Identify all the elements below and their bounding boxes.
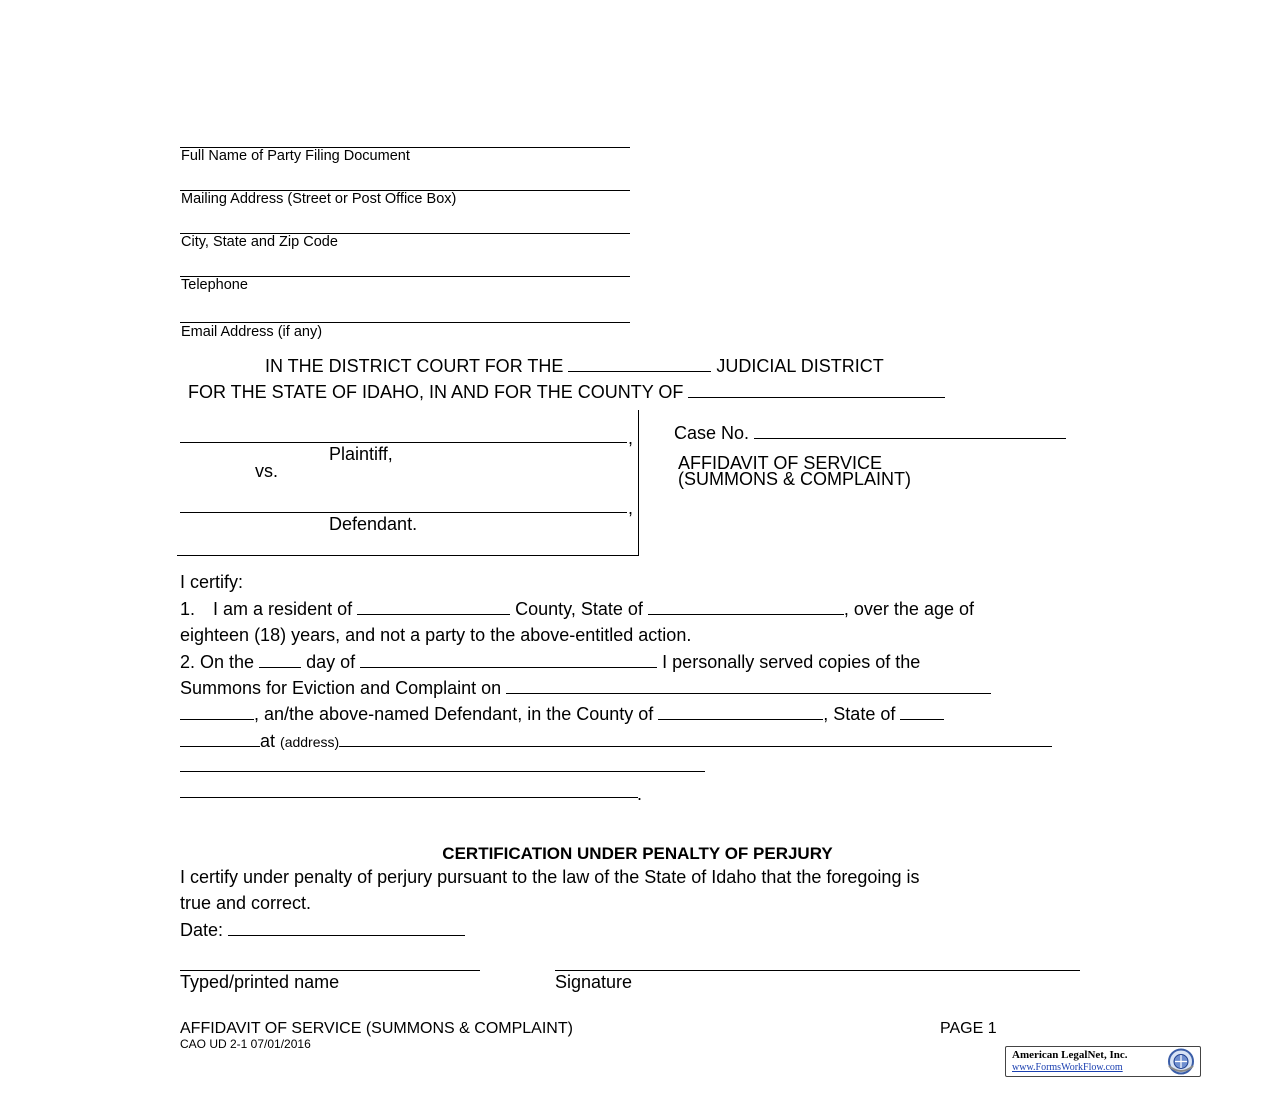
certify-label: I certify: xyxy=(180,572,244,592)
defendant-line[interactable] xyxy=(180,512,627,513)
p1-text-b: County, State of xyxy=(515,599,643,619)
plaintiff-comma: , xyxy=(628,428,634,448)
court-line-2-text: FOR THE STATE OF IDAHO, IN AND FOR THE COUNTY OF xyxy=(188,382,684,402)
doc-title-line-2: (SUMMONS & COMPLAINT) xyxy=(678,469,912,489)
address-blank[interactable] xyxy=(339,730,1052,747)
certification-text-2: true and correct. xyxy=(180,893,312,913)
typed-name-label: Typed/printed name xyxy=(180,972,340,992)
service-county-blank[interactable] xyxy=(658,703,823,720)
p2-text-d: Summons for Eviction and Complaint on xyxy=(180,678,502,698)
email-label: Email Address (if any) xyxy=(181,324,323,340)
logo-url[interactable]: www.FormsWorkFlow.com xyxy=(1012,1062,1123,1073)
form-id: CAO UD 2-1 07/01/2016 xyxy=(180,1037,311,1051)
served-party-blank[interactable] xyxy=(506,677,991,694)
at-label: at xyxy=(260,731,276,751)
footer-title: AFFIDAVIT OF SERVICE (SUMMONS & COMPLAINT) xyxy=(180,1020,573,1037)
american-legalnet-logo[interactable] xyxy=(1005,1046,1201,1077)
date-blank[interactable] xyxy=(228,919,465,936)
signature-line[interactable] xyxy=(555,970,1080,971)
email-line[interactable] xyxy=(180,322,630,323)
court-line-2 xyxy=(188,381,945,403)
p1-text-a: I am a resident of xyxy=(213,599,353,619)
address-period: . xyxy=(637,784,643,804)
paragraph-2-line-2 xyxy=(180,677,991,699)
paragraph-1-line-2: eighteen (18) years, and not a party to the above-entitled action. xyxy=(180,625,692,645)
caption-bottom-rule xyxy=(177,555,639,556)
defendant-label: Defendant. xyxy=(329,514,418,534)
paragraph-2-line-3 xyxy=(180,703,944,725)
plaintiff-line[interactable] xyxy=(180,442,627,443)
globe-icon xyxy=(1164,1048,1198,1075)
logo-company: American LegalNet, Inc. xyxy=(1012,1049,1128,1061)
p2-text-f: , State of xyxy=(823,704,896,724)
plaintiff-label: Plaintiff, xyxy=(329,444,393,464)
court-line-1-end: JUDICIAL DISTRICT xyxy=(716,356,884,376)
signature-label: Signature xyxy=(555,972,633,992)
telephone-label: Telephone xyxy=(181,277,248,293)
city-label: City, State and Zip Code xyxy=(181,234,338,250)
typed-name-line[interactable] xyxy=(180,970,480,971)
certification-heading: CERTIFICATION UNDER PENALTY OF PERJURY xyxy=(442,844,833,863)
vs-label: vs. xyxy=(255,461,279,481)
paragraph-2-line-1 xyxy=(180,651,920,673)
p1-text-c: , over the age of xyxy=(843,599,974,619)
certification-text-1: I certify under penalty of perjury pursuant to the law of the State of Idaho that the foregoing is xyxy=(180,867,920,887)
district-blank[interactable] xyxy=(568,355,711,372)
p2-text-c: I personally served copies of the xyxy=(662,652,921,672)
p2-text-b: day of xyxy=(306,652,356,672)
county-blank[interactable] xyxy=(688,381,945,398)
resident-state-blank[interactable] xyxy=(648,598,844,615)
name-label: Full Name of Party Filing Document xyxy=(181,148,410,164)
service-month-blank[interactable] xyxy=(360,651,657,668)
date-row xyxy=(180,919,465,941)
address-line-2[interactable] xyxy=(180,771,705,772)
defendant-comma: , xyxy=(628,498,634,518)
paragraph-2-line-4 xyxy=(180,730,1052,752)
service-state-blank[interactable] xyxy=(900,703,944,720)
case-number xyxy=(674,422,1066,444)
address-label: (address) xyxy=(280,734,340,750)
case-number-label: Case No. xyxy=(674,423,750,443)
resident-county-blank[interactable] xyxy=(357,598,510,615)
date-label: Date: xyxy=(180,920,224,940)
case-number-blank[interactable] xyxy=(754,422,1066,439)
p1-number: 1. xyxy=(180,599,196,619)
service-state-blank-cont[interactable] xyxy=(180,730,260,747)
address-line-3[interactable] xyxy=(180,797,638,798)
served-party-blank-cont[interactable] xyxy=(180,703,254,720)
mailing-label: Mailing Address (Street or Post Office Box) xyxy=(181,191,457,207)
doc-title-line-1: AFFIDAVIT OF SERVICE xyxy=(678,453,883,473)
court-line-1 xyxy=(265,355,884,377)
service-day-blank[interactable] xyxy=(259,651,301,668)
caption-divider xyxy=(638,410,639,555)
p2-text-a: 2. On the xyxy=(180,652,255,672)
p2-text-e: , an/the above-named Defendant, in the County of xyxy=(254,704,654,724)
court-line-1-start: IN THE DISTRICT COURT FOR THE xyxy=(265,356,564,376)
page-number: PAGE 1 xyxy=(940,1020,997,1037)
paragraph-1-line-1 xyxy=(180,598,974,620)
